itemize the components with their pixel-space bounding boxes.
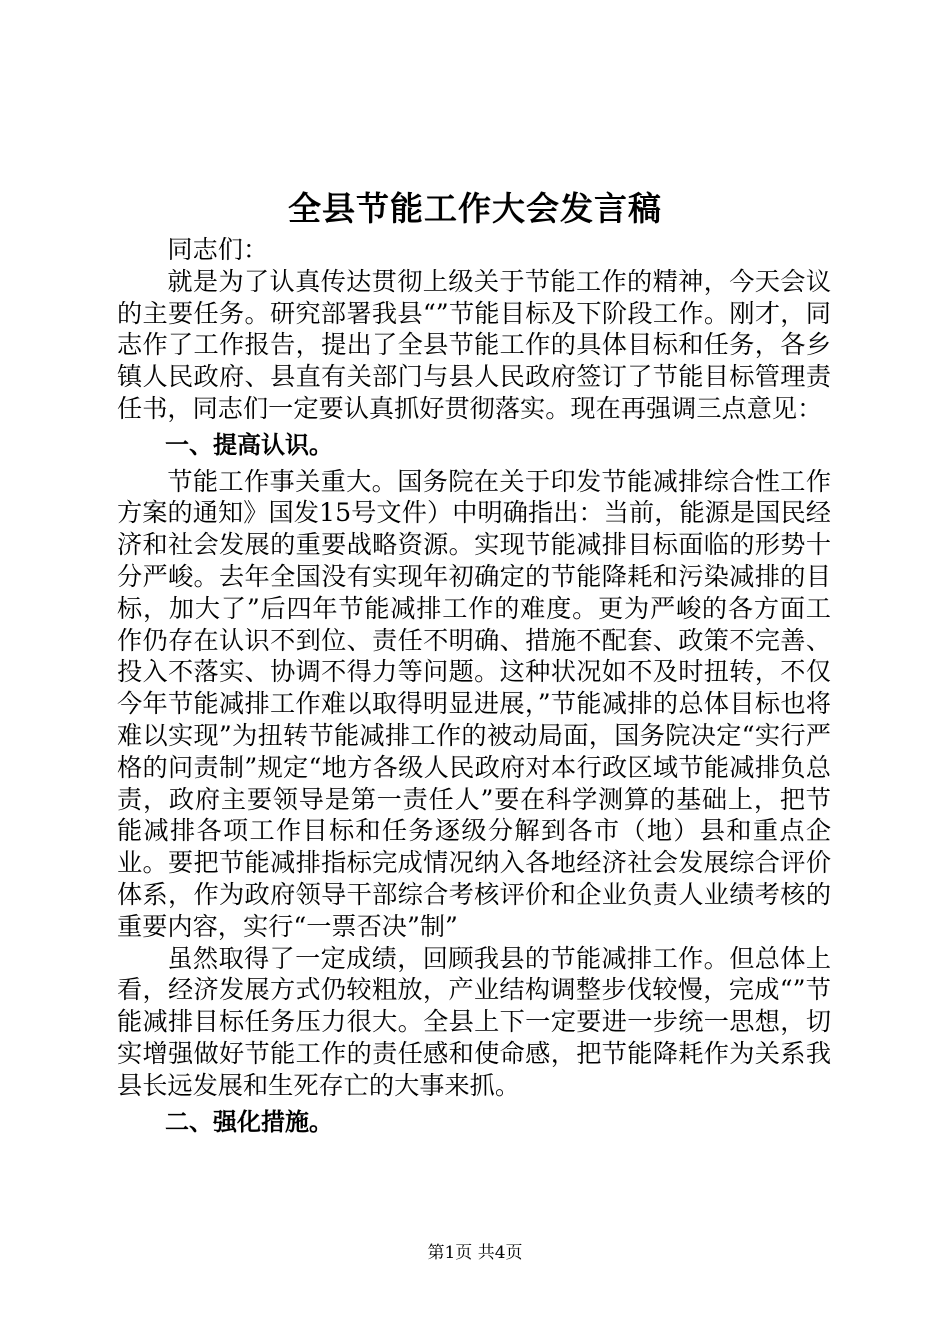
section-heading-2: 二、强化措施。 — [165, 1107, 333, 1136]
page-title: 全县节能工作大会发言稿 — [288, 189, 662, 228]
page-footer: 第1页 共4页 — [427, 1243, 523, 1263]
intro-paragraph: 就是为了认真传达贯彻上级关于节能工作的精神，今天会议的主要任务。研究部署我县“”节能目标及下阶段工作。刚才，同志作了工作报告，提出了全县节能工作的具体目标和任务，各乡镇人民政府、县直有关部门与县人民政府签订了节能目标管理责任书，同志们一定要认真抓好贯彻落实。现在再强调三点意见： — [117, 266, 831, 423]
document-body — [117, 234, 831, 1142]
section-heading-1: 一、提高认识。 — [165, 430, 333, 459]
section-1-paragraph-1: 节能工作事关重大。国务院在关于印发节能减排综合性工作方案的通知》国发15号文件）中明确指出：当前，能源是国民经济和社会发展的重要战略资源。实现节能减排目标面临的形势十分严峻。去年全国没有实现年初确定的节能降耗和污染减排的目标，加大了”后四年节能减排工作的难度。更为严峻的各方面工作仍存在认识不到位、责任不明确、措施不配套、政策不完善、投入不落实、协调不得力等问题。这种状况如不及时扭转，不仅今年节能减排工作难以取得明显进展，”节能减排的总体目标也将难以实现”为扭转节能减排工作的被动局面，国务院决定“实行严格的问责制”规定“地方各级人民政府对本行政区域节能减排负总责，政府主要领导是第一责任人”要在科学测算的基础上，把节能减排各项工作目标和任务逐级分解到各市（地）县和重点企业。要把节能减排指标完成情况纳入各地经济社会发展综合评价体系，作为政府领导干部综合考核评价和企业负责人业绩考核的重要内容，实行“一票否决”制” — [117, 466, 831, 941]
greeting-paragraph: 同志们： — [167, 235, 269, 264]
section-1-paragraph-2: 虽然取得了一定成绩，回顾我县的节能减排工作。但总体上看，经济发展方式仍较粗放，产业结构调整步伐较慢，完成“”节能减排目标任务压力很大。全县上下一定要进一步统一思想，切实增强做好节能工作的责任感和使命感，把节能降耗作为关系我县长远发展和生死存亡的大事来抓。 — [117, 943, 831, 1100]
